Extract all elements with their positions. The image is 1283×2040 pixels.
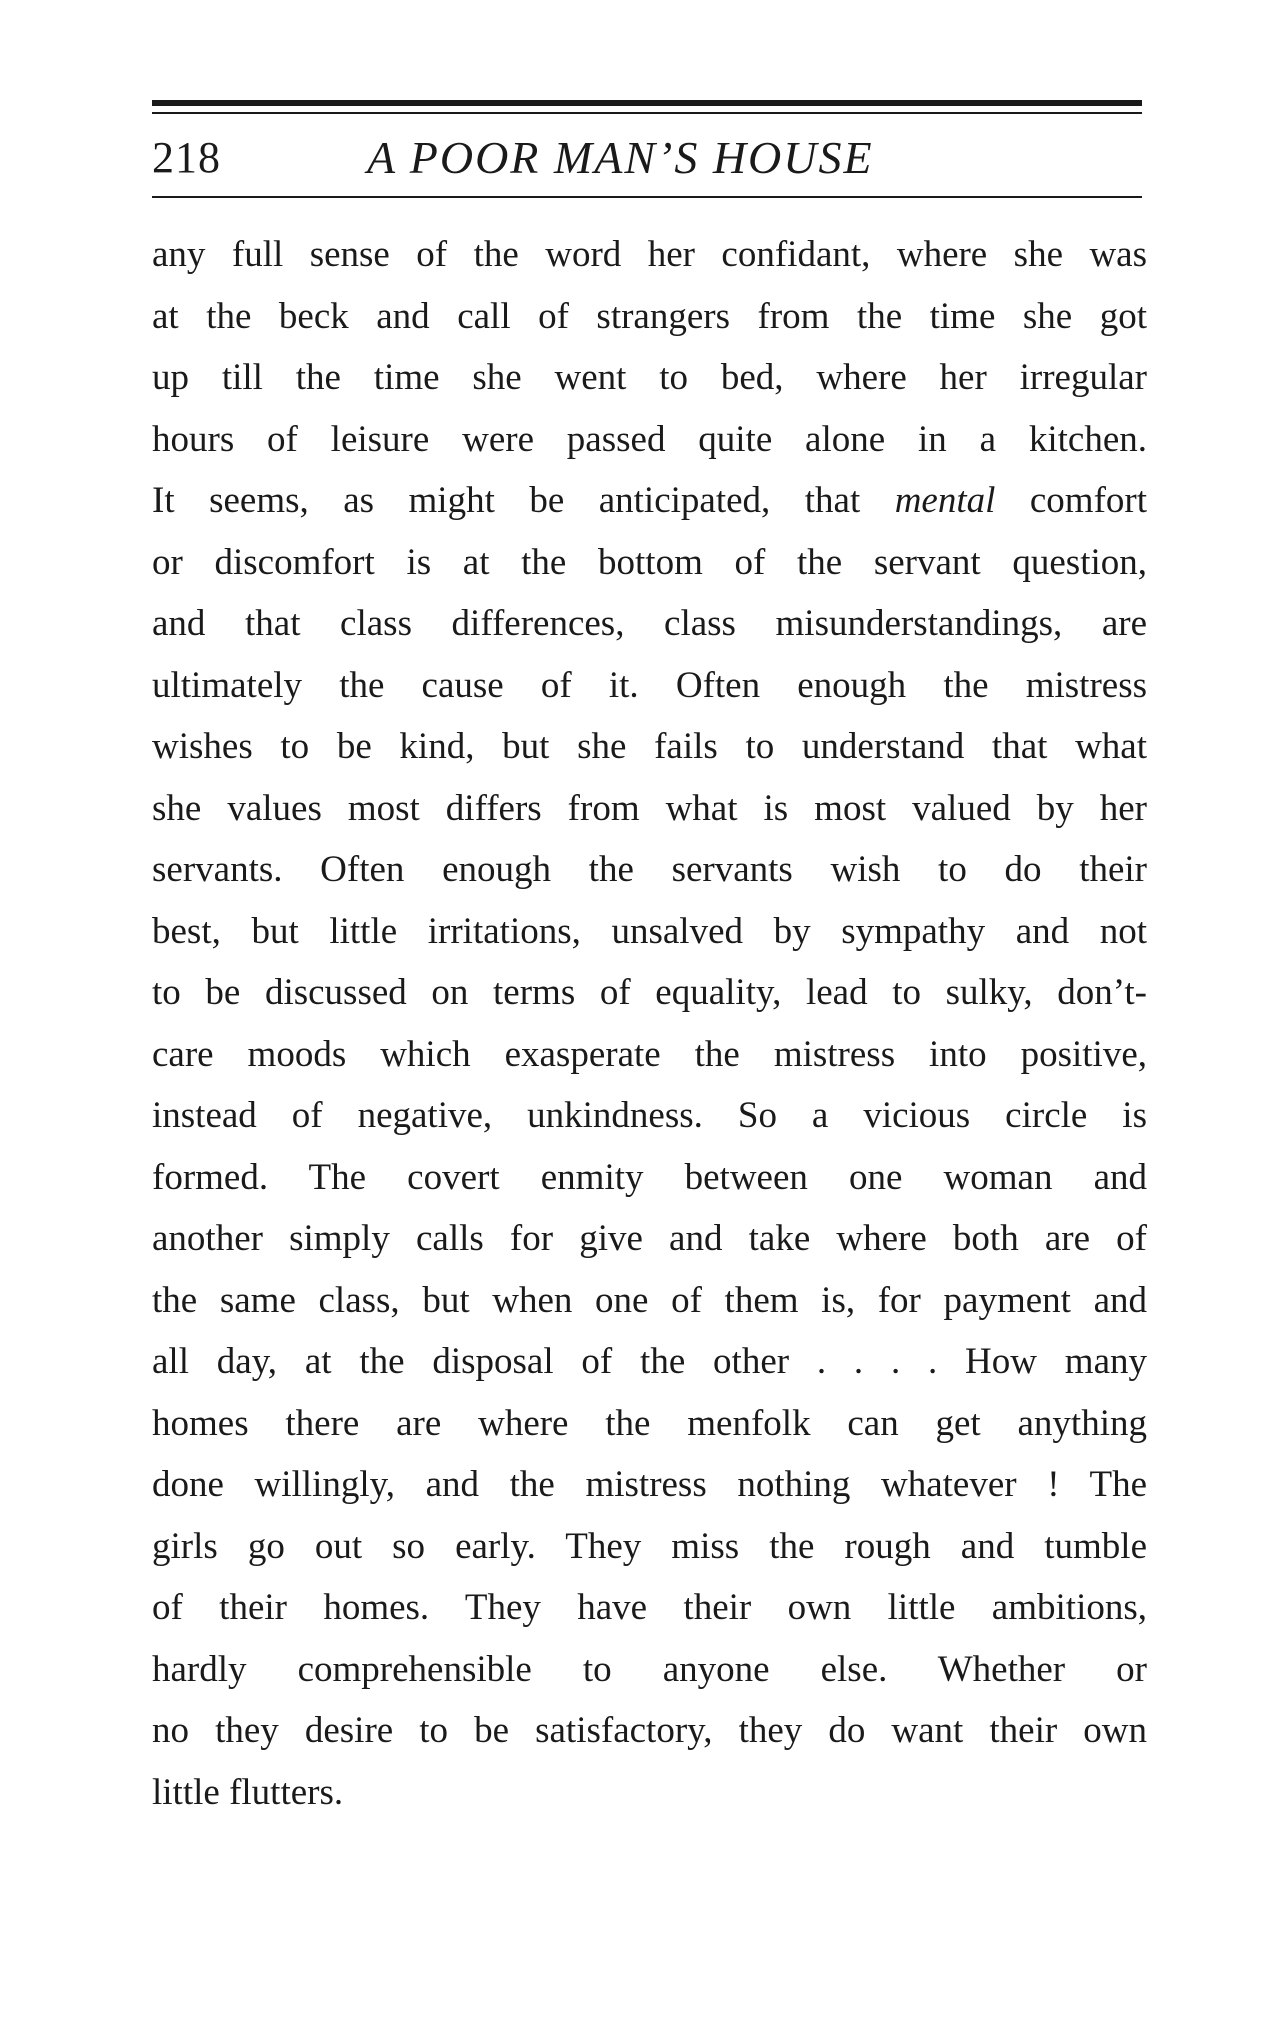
text-line: girls go out so early. They miss the rough and tumble (152, 1525, 1147, 1567)
text-line: or discomfort is at the bottom of the servant question, (152, 541, 1147, 583)
text-line: formed. The covert enmity between one woman and (152, 1156, 1147, 1198)
text-line: best, but little irritations, unsalved by sympathy and not (152, 910, 1147, 952)
header-thin-rule (152, 112, 1142, 114)
text-segment: comfort (995, 480, 1148, 521)
text-segment: It seems, as might be anticipated, that (152, 480, 895, 521)
text-line: instead of negative, unkindness. So a vicious circle is (152, 1095, 1147, 1136)
text-line: and that class differences, class misunderstandings, are (152, 603, 1147, 644)
body-text (152, 224, 1147, 1823)
text-line: done willingly, and the mistress nothing whatever ! The (152, 1464, 1147, 1505)
header-thick-rule (152, 100, 1142, 106)
header-bottom-rule (152, 196, 1142, 198)
text-line: wishes to be kind, but she fails to understand that what (152, 726, 1147, 767)
text-line: little flutters. (152, 1771, 344, 1813)
text-line: to be discussed on terms of equality, lead to sulky, don’t- (152, 972, 1147, 1013)
text-line: at the beck and call of strangers from the time she got (152, 295, 1147, 337)
page-number: 218 (152, 133, 221, 182)
text-line: care moods which exasperate the mistress into positive, (152, 1033, 1147, 1075)
text-line (152, 470, 1147, 532)
text-line: up till the time she went to bed, where her irregular (152, 357, 1147, 398)
text-line: servants. Often enough the servants wish to do their (152, 849, 1147, 890)
italic-word: mental (894, 480, 996, 521)
text-line: the same class, but when one of them is, for payment and (152, 1279, 1147, 1321)
text-line: all day, at the disposal of the other . . . . How many (152, 1341, 1147, 1382)
text-line: she values most differs from what is most valued by her (152, 787, 1147, 829)
text-line: hardly comprehensible to anyone else. Whether or (152, 1648, 1147, 1690)
text-line: any full sense of the word her confidant, where she was (152, 234, 1147, 275)
text-line: another simply calls for give and take where both are of (152, 1218, 1147, 1259)
text-line: ultimately the cause of it. Often enough the mistress (152, 664, 1147, 706)
text-line: hours of leisure were passed quite alone in a kitchen. (152, 418, 1147, 460)
text-line: no they desire to be satisfactory, they do want their own (152, 1710, 1147, 1751)
running-title: A POOR MAN’S HOUSE (367, 132, 874, 183)
text-line: of their homes. They have their own little ambitions, (152, 1587, 1147, 1628)
text-line: homes there are where the menfolk can get anything (152, 1402, 1147, 1444)
page-header (152, 128, 1142, 188)
